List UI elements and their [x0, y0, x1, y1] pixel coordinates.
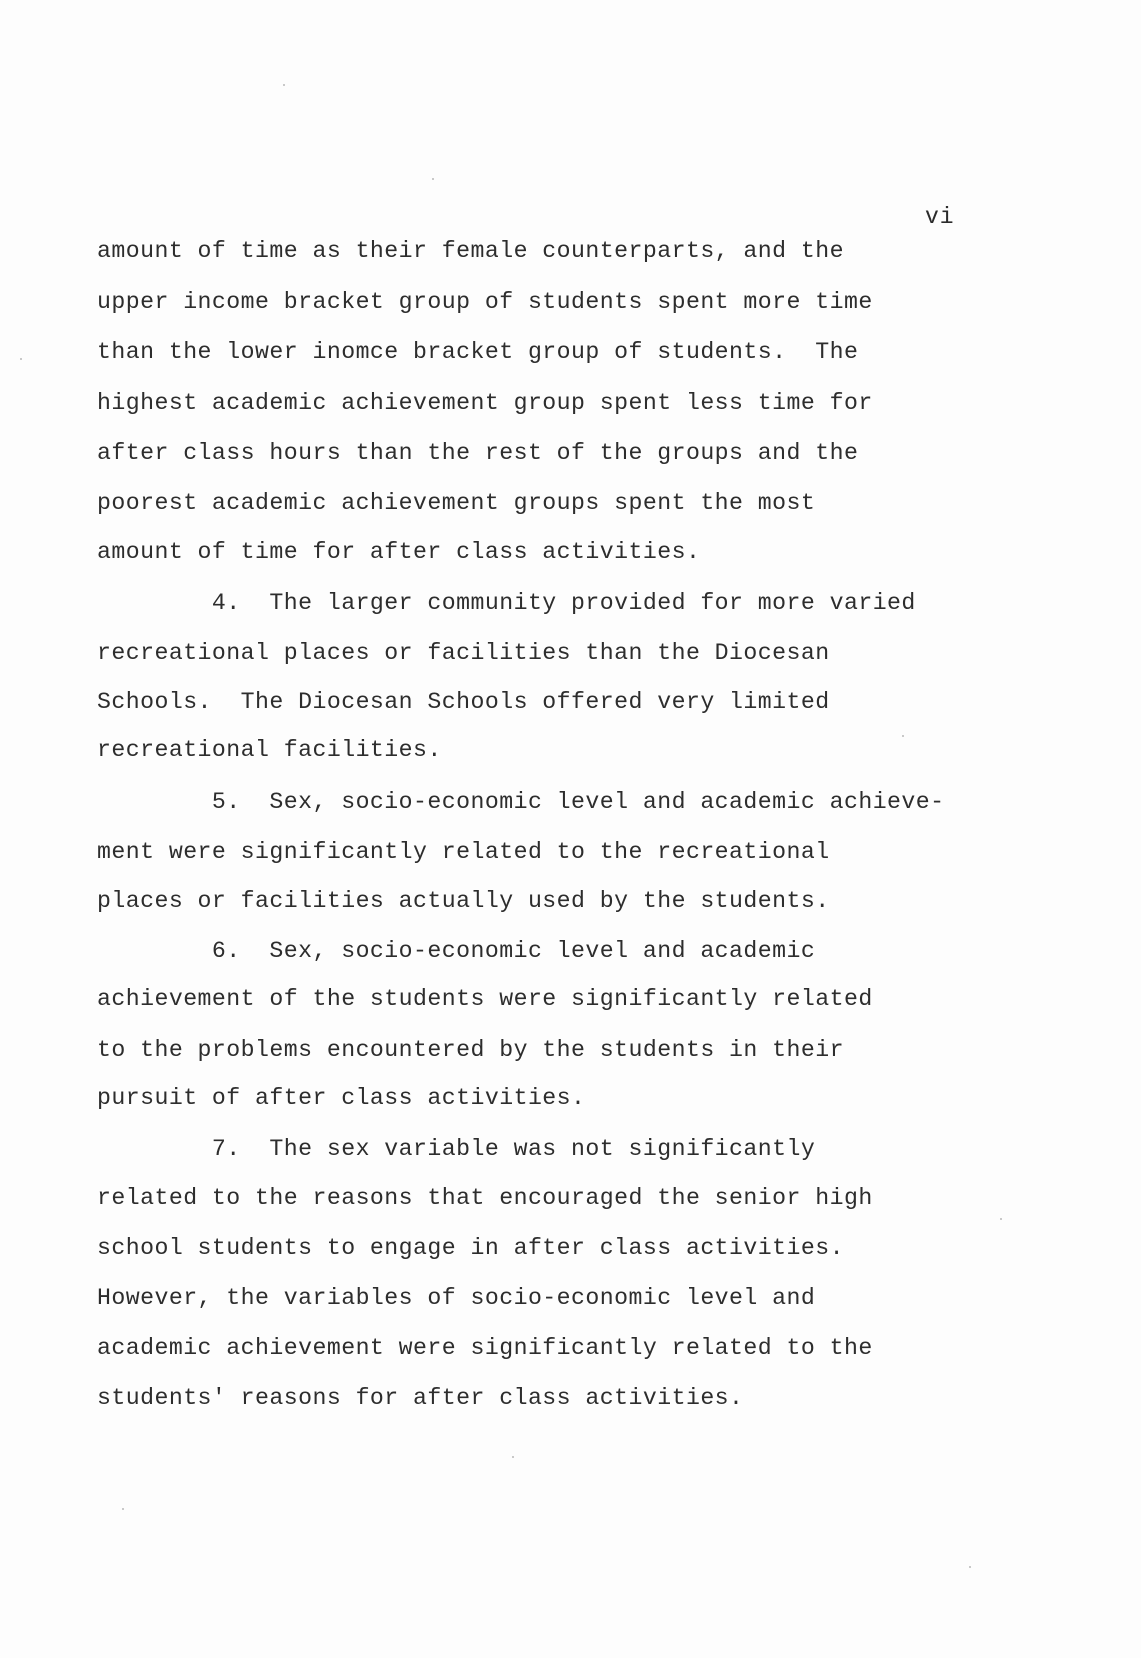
text-line: ment were significantly related to the recreational: [97, 839, 830, 865]
text-line: 5. Sex, socio-economic level and academic achieve-: [97, 789, 945, 815]
scan-speck: [20, 358, 22, 360]
scan-speck: [969, 1566, 971, 1568]
scan-speck: [283, 84, 285, 86]
scan-speck: [122, 1508, 124, 1510]
text-line: However, the variables of socio-economic level and: [97, 1285, 816, 1311]
text-line: pursuit of after class activities.: [97, 1085, 586, 1111]
text-line: 6. Sex, socio-economic level and academic: [97, 938, 816, 964]
scan-speck: [432, 178, 434, 180]
text-line: recreational facilities.: [97, 737, 442, 763]
text-line: after class hours than the rest of the groups and the: [97, 440, 859, 466]
text-line: 7. The sex variable was not significantly: [97, 1136, 816, 1162]
text-line: poorest academic achievement groups spent the most: [97, 490, 816, 516]
text-line: 4. The larger community provided for more varied: [97, 590, 916, 616]
text-line: places or facilities actually used by the students.: [97, 888, 830, 914]
text-line: Schools. The Diocesan Schools offered very limited: [97, 689, 830, 715]
text-line: students' reasons for after class activities.: [97, 1385, 744, 1411]
text-line: highest academic achievement group spent less time for: [97, 390, 873, 416]
page-number: vi: [925, 204, 955, 230]
text-line: than the lower inomce bracket group of students. The: [97, 339, 859, 365]
scan-speck: [512, 1456, 514, 1458]
text-line: recreational places or facilities than the Diocesan: [97, 640, 830, 666]
text-line: amount of time for after class activities.: [97, 539, 701, 565]
text-line: upper income bracket group of students spent more time: [97, 289, 873, 315]
text-line: achievement of the students were significantly related: [97, 986, 873, 1012]
text-line: academic achievement were significantly related to the: [97, 1335, 873, 1361]
text-line: related to the reasons that encouraged the senior high: [97, 1185, 873, 1211]
text-line: school students to engage in after class activities.: [97, 1235, 844, 1261]
text-line: to the problems encountered by the students in their: [97, 1037, 844, 1063]
text-line: amount of time as their female counterparts, and the: [97, 238, 844, 264]
scan-speck: [1000, 1218, 1002, 1220]
scan-speck: [902, 735, 904, 737]
